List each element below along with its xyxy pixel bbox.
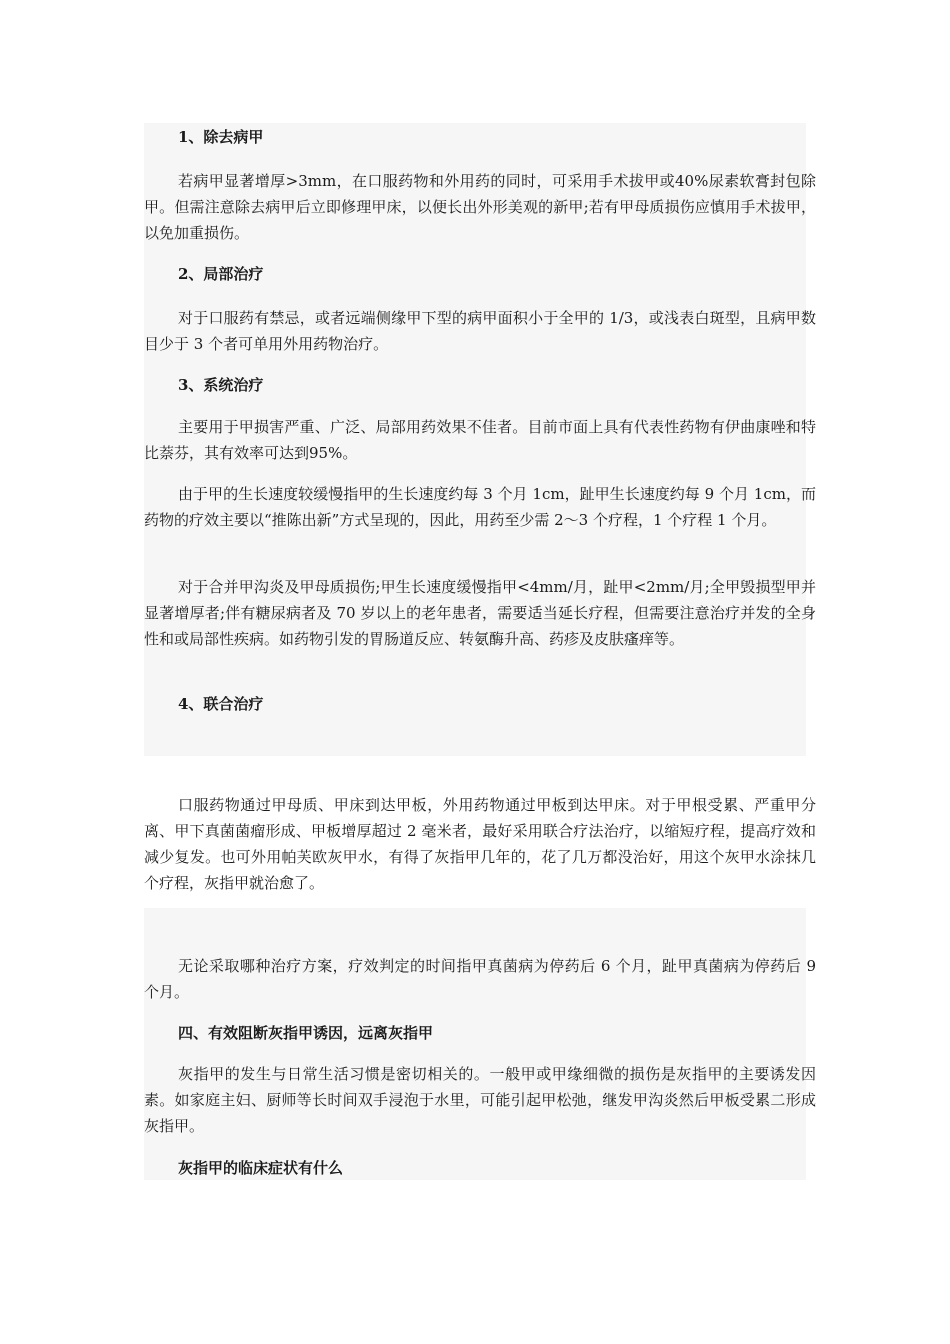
paragraph-combined-treatment: 口服药物通过甲母质、甲床到达甲板，外用药物通过甲板到达甲床。对于甲根受累、严重甲分离、甲下真菌菌瘤形成、甲板增厚超过 2 毫米者，最好采用联合疗法治疗，以缩短疗程，提高疗效和减少复发。也可外用帕芙欧灰甲水，有得了灰指甲几年的，花了几万都没治好，用这个灰甲水涂抹几个疗程，灰指甲就治愈了。: [144, 796, 816, 892]
paragraph-extended-course: 对于合并甲沟炎及甲母质损伤;甲生长速度缓慢指甲<4mm/月，趾甲<2mm/月;全甲毁损型甲并显著增厚者;伴有糖尿病者及 70 岁以上的老年患者，需要适当延长疗程，但需要注意治疗并发的全身性和或局部性疾病。如药物引发的胃肠道反应、转氨酶升高、药疹及皮肤瘙痒等。: [144, 578, 816, 648]
paragraph-systemic-treatment: 主要用于甲损害严重、广泛、局部用药效果不佳者。目前市面上具有代表性药物有伊曲康唑和特比萘芬，其有效率可达到95%。: [144, 418, 816, 462]
section-heading-prevention: 四、有效阻断灰指甲诱因，远离灰指甲: [178, 1024, 434, 1042]
section-heading-remove-nail: 1、除去病甲: [178, 128, 264, 146]
paragraph-prevention: 灰指甲的发生与日常生活习惯是密切相关的。一般甲或甲缘细微的损伤是灰指甲的主要诱发因素。如家庭主妇、厨师等长时间双手浸泡于水里，可能引起甲松弛，继发甲沟炎然后甲板受累二形成灰指甲。: [144, 1065, 816, 1135]
paragraph-remove-nail: 若病甲显著增厚>3mm，在口服药物和外用药的同时，可采用手术拔甲或40%尿素软膏封包除甲。但需注意除去病甲后立即修理甲床，以便长出外形美观的新甲;若有甲母质损伤应慎用手术拔甲，以免加重损伤。: [144, 172, 816, 242]
section-heading-local-treatment: 2、局部治疗: [178, 265, 264, 283]
section-heading-systemic-treatment: 3、系统治疗: [178, 376, 264, 394]
paragraph-local-treatment: 对于口服药有禁忌，或者远端侧缘甲下型的病甲面积小于全甲的 1/3，或浅表白斑型，且病甲数目少于 3 个者可单用外用药物治疗。: [144, 309, 816, 353]
paragraph-growth-speed: 由于甲的生长速度较缓慢指甲的生长速度约每 3 个月 1cm，趾甲生长速度约每 9 个月 1cm，而药物的疗效主要以“推陈出新”方式呈现的，因此，用药至少需 2～3 个疗程，1 个疗程 1 个月。: [144, 485, 816, 529]
section-heading-clinical-symptoms: 灰指甲的临床症状有什么: [178, 1159, 344, 1177]
section-heading-combined-treatment: 4、联合治疗: [178, 695, 264, 713]
paragraph-efficacy-timing: 无论采取哪种治疗方案，疗效判定的时间指甲真菌病为停药后 6 个月，趾甲真菌病为停药后 9 个月。: [144, 957, 816, 1001]
